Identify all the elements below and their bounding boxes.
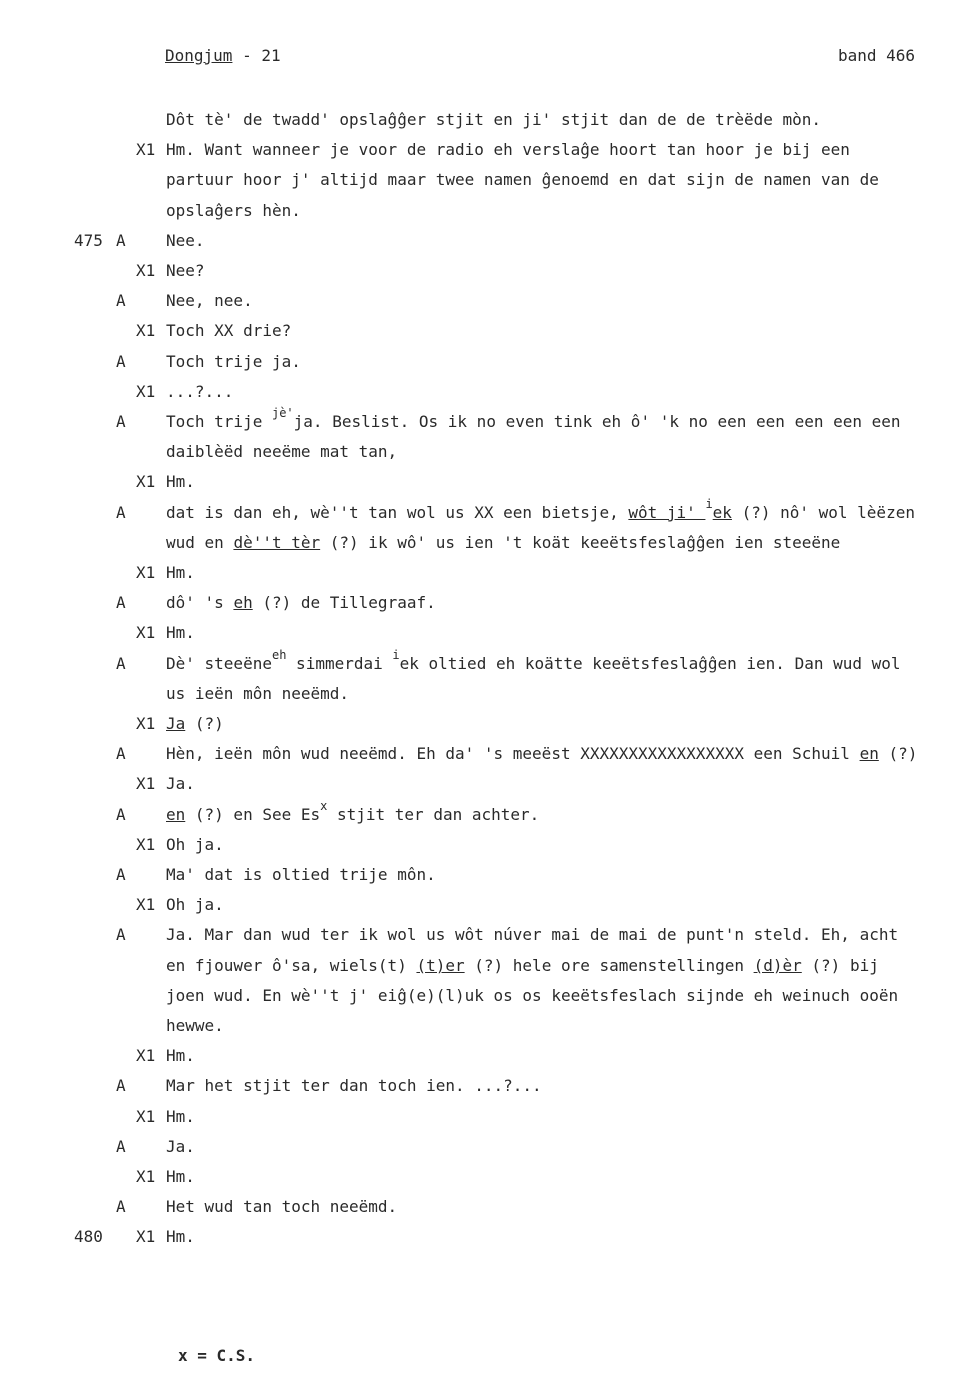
transcript-line [0, 406, 973, 436]
transcript-line [0, 835, 973, 859]
text-segment: (?) nô' wol lèëzen [731, 503, 915, 522]
utterance-text [166, 593, 436, 612]
text-segment: (t)er [416, 956, 465, 975]
text-segment: Ja. [166, 1137, 195, 1156]
utterance-text [166, 986, 898, 1005]
transcript-line [0, 352, 973, 376]
utterance-text [166, 684, 349, 703]
utterance-text [166, 623, 195, 642]
speaker-label: X1 [136, 714, 156, 733]
text-segment: (?) bij [801, 956, 879, 975]
transcript-line [0, 684, 973, 708]
transcript-line [0, 1107, 973, 1131]
speaker-label: A [116, 744, 126, 763]
transcript-line [0, 895, 973, 919]
line-number: 475 [74, 231, 103, 250]
transcript-line [0, 140, 973, 164]
utterance-text [166, 406, 901, 431]
speaker-label: A [116, 1137, 126, 1156]
transcript-line [0, 1046, 973, 1070]
utterance-text [166, 201, 301, 220]
transcript-line [0, 442, 973, 466]
speaker-label: X1 [136, 382, 156, 401]
utterance-text [166, 1197, 397, 1216]
place-name: Dongjum [165, 46, 233, 65]
text-segment: (d)èr [753, 956, 802, 975]
utterance-text [166, 1046, 195, 1065]
transcript-line [0, 744, 973, 768]
line-number: 480 [74, 1227, 103, 1246]
band-number: band 466 [838, 46, 916, 65]
text-segment: dô' 's [166, 593, 234, 612]
text-segment: Ja. [166, 774, 195, 793]
transcript-line [0, 201, 973, 225]
speaker-label: X1 [136, 140, 156, 159]
transcript-line [0, 472, 973, 496]
speaker-label: X1 [136, 835, 156, 854]
transcript-line [0, 986, 973, 1010]
utterance-text [166, 648, 901, 673]
transcript-line [0, 261, 973, 285]
speaker-label: A [116, 1197, 126, 1216]
text-segment: Het wud tan toch neeëmd. [166, 1197, 398, 1216]
utterance-text [166, 799, 540, 824]
text-segment: Toch XX drie? [166, 321, 292, 340]
text-segment: Dè' steeëne [166, 654, 272, 673]
text-segment: daiblèëd neeëme mat tan, [166, 442, 398, 461]
speaker-label: A [116, 503, 126, 522]
text-segment: Hm. [166, 472, 195, 491]
utterance-text [166, 1107, 195, 1126]
text-segment: Mar het stjit ter dan toch ien. ...?... [166, 1076, 542, 1095]
text-segment: Hèn, ieën môn wud neeëmd. Eh da' 's meeëst XXXXXXXXXXXXXXXXX een Schuil [166, 744, 860, 763]
transcript-line [0, 382, 973, 406]
utterance-text [166, 1227, 195, 1246]
transcript-line [0, 1227, 973, 1251]
transcript-line [0, 1137, 973, 1161]
utterance-text [166, 925, 898, 944]
speaker-label: A [116, 352, 126, 371]
text-segment: (?) de Tillegraaf. [252, 593, 436, 612]
text-segment: Ja. Mar dan wud ter ik wol us wôt núver mai de mai de punt'n steld. Eh, acht [166, 925, 899, 944]
transcript-line [0, 1016, 973, 1040]
utterance-text [166, 291, 253, 310]
text-segment: Ja [166, 714, 186, 733]
transcript-line [0, 865, 973, 889]
utterance-text [166, 1167, 195, 1186]
transcript-line [0, 1076, 973, 1100]
text-segment: (?) en See Es [185, 805, 321, 824]
utterance-text [166, 140, 850, 159]
text-segment: Ma' dat is oltied trije môn. [166, 865, 436, 884]
text-segment: (?) ik wô' us ien 't koät keeëtsfeslaĝĝen ien steeëne [320, 533, 841, 552]
text-segment: Dôt tè' de twadd' opslaĝĝer stjit en ji' stjit dan de de trèëde mòn. [166, 110, 822, 129]
text-segment: hewwe. [166, 1016, 224, 1035]
speaker-label: A [116, 291, 126, 310]
utterance-text [166, 231, 205, 250]
superscript-annotation: jè' [271, 406, 294, 420]
transcript-line [0, 956, 973, 980]
text-segment: Nee? [166, 261, 205, 280]
speaker-label: X1 [136, 1107, 156, 1126]
text-segment: partuur hoor j' altijd maar twee namen ĝenoemd en dat sijn de namen van de [166, 170, 879, 189]
transcript-line [0, 925, 973, 949]
text-segment: (?) [878, 744, 918, 763]
speaker-label: X1 [136, 1046, 156, 1065]
speaker-label: A [116, 1076, 126, 1095]
superscript-annotation: i [392, 648, 400, 662]
text-segment: opslaĝers hèn. [166, 201, 301, 220]
utterance-text [166, 261, 205, 280]
text-segment: wôt ji' [628, 503, 706, 522]
text-segment: Hm. [166, 1227, 195, 1246]
speaker-label: X1 [136, 1167, 156, 1186]
text-segment: Toch trije ja. [166, 352, 301, 371]
text-segment: Hm. [166, 623, 195, 642]
text-segment: Hm. [166, 1046, 195, 1065]
text-segment: Oh ja. [166, 895, 224, 914]
text-segment: en [166, 805, 186, 824]
transcript-line [0, 774, 973, 798]
utterance-text [166, 352, 301, 371]
text-segment: stjit ter dan achter. [327, 805, 540, 824]
text-segment: Oh ja. [166, 835, 224, 854]
transcript-line [0, 533, 973, 557]
text-segment: en fjouwer ô'sa, wiels(t) [166, 956, 417, 975]
transcript-line [0, 497, 973, 527]
text-segment: (?) [185, 714, 224, 733]
speaker-label: A [116, 654, 126, 673]
transcript-line [0, 623, 973, 647]
text-segment: Toch trije [166, 412, 272, 431]
text-segment: dat is dan eh, wè''t tan wol us XX een bietsje, [166, 503, 629, 522]
utterance-text [166, 865, 436, 884]
speaker-label: X1 [136, 261, 156, 280]
text-segment: Hm. [166, 563, 195, 582]
text-segment: en [859, 744, 879, 763]
text-segment: ek [712, 503, 732, 522]
text-segment: Hm. [166, 1107, 195, 1126]
transcript-line [0, 291, 973, 315]
utterance-text [166, 110, 821, 129]
speaker-label: X1 [136, 563, 156, 582]
text-segment: simmerdai [286, 654, 393, 673]
speaker-label: A [116, 865, 126, 884]
superscript-annotation: eh [271, 648, 287, 662]
speaker-label: A [116, 805, 126, 824]
speaker-label: X1 [136, 321, 156, 340]
speaker-label: X1 [136, 895, 156, 914]
utterance-text [166, 442, 397, 461]
text-segment: Hm. [166, 1167, 195, 1186]
transcript-line [0, 1197, 973, 1221]
utterance-text [166, 382, 233, 401]
utterance-text [166, 1016, 224, 1035]
text-segment: Nee. [166, 231, 205, 250]
superscript-annotation: i [705, 497, 713, 511]
speaker-label: X1 [136, 472, 156, 491]
footnote: x = C.S. [178, 1346, 256, 1365]
utterance-text [166, 170, 879, 189]
text-segment: joen wud. En wè''t j' eiĝ(e)(l)uk os os keeëtsfeslach sijnde eh weinuch ooën [166, 986, 899, 1005]
superscript-annotation: x [320, 799, 328, 813]
transcript-line [0, 231, 973, 255]
speaker-label: X1 [136, 774, 156, 793]
utterance-text [166, 895, 224, 914]
transcript-line [0, 1167, 973, 1191]
utterance-text [166, 835, 224, 854]
utterance-text [166, 497, 915, 522]
speaker-label: X1 [136, 623, 156, 642]
transcript-line [0, 799, 973, 829]
utterance-text [166, 714, 224, 733]
utterance-text [166, 744, 917, 763]
text-segment: ...?... [166, 382, 234, 401]
transcript-line [0, 321, 973, 345]
text-segment: dè''t tèr [233, 533, 321, 552]
text-segment: Nee, nee. [166, 291, 253, 310]
text-segment: Hm. Want wanneer je voor de radio eh verslaĝe hoort tan hoor je bij een [166, 140, 850, 159]
speaker-label: A [116, 593, 126, 612]
text-segment: ja. Beslist. Os ik no even tink eh ô' 'k no een een een een een [293, 412, 901, 431]
utterance-text [166, 1076, 542, 1095]
utterance-text [166, 956, 879, 975]
speaker-label: A [116, 231, 126, 250]
utterance-text [166, 321, 291, 340]
transcript-line [0, 563, 973, 587]
transcript-line [0, 110, 973, 134]
transcript-line [0, 714, 973, 738]
text-segment: us ieën môn neeëmd. [166, 684, 350, 703]
text-segment: wud en [166, 533, 234, 552]
speaker-label: X1 [136, 1227, 156, 1246]
page-number: - 21 [232, 46, 281, 65]
speaker-label: A [116, 925, 126, 944]
transcript-line [0, 593, 973, 617]
utterance-text [166, 774, 195, 793]
speaker-label: A [116, 412, 126, 431]
utterance-text [166, 472, 195, 491]
utterance-text [166, 533, 840, 552]
text-segment: ek oltied eh koätte keeëtsfeslaĝĝen ien. Dan wud wol [399, 654, 901, 673]
page-header-left [165, 46, 281, 65]
text-segment: (?) hele ore samenstellingen [464, 956, 754, 975]
transcript-line [0, 170, 973, 194]
utterance-text [166, 1137, 195, 1156]
text-segment: eh [233, 593, 253, 612]
utterance-text [166, 563, 195, 582]
transcript-line [0, 648, 973, 678]
